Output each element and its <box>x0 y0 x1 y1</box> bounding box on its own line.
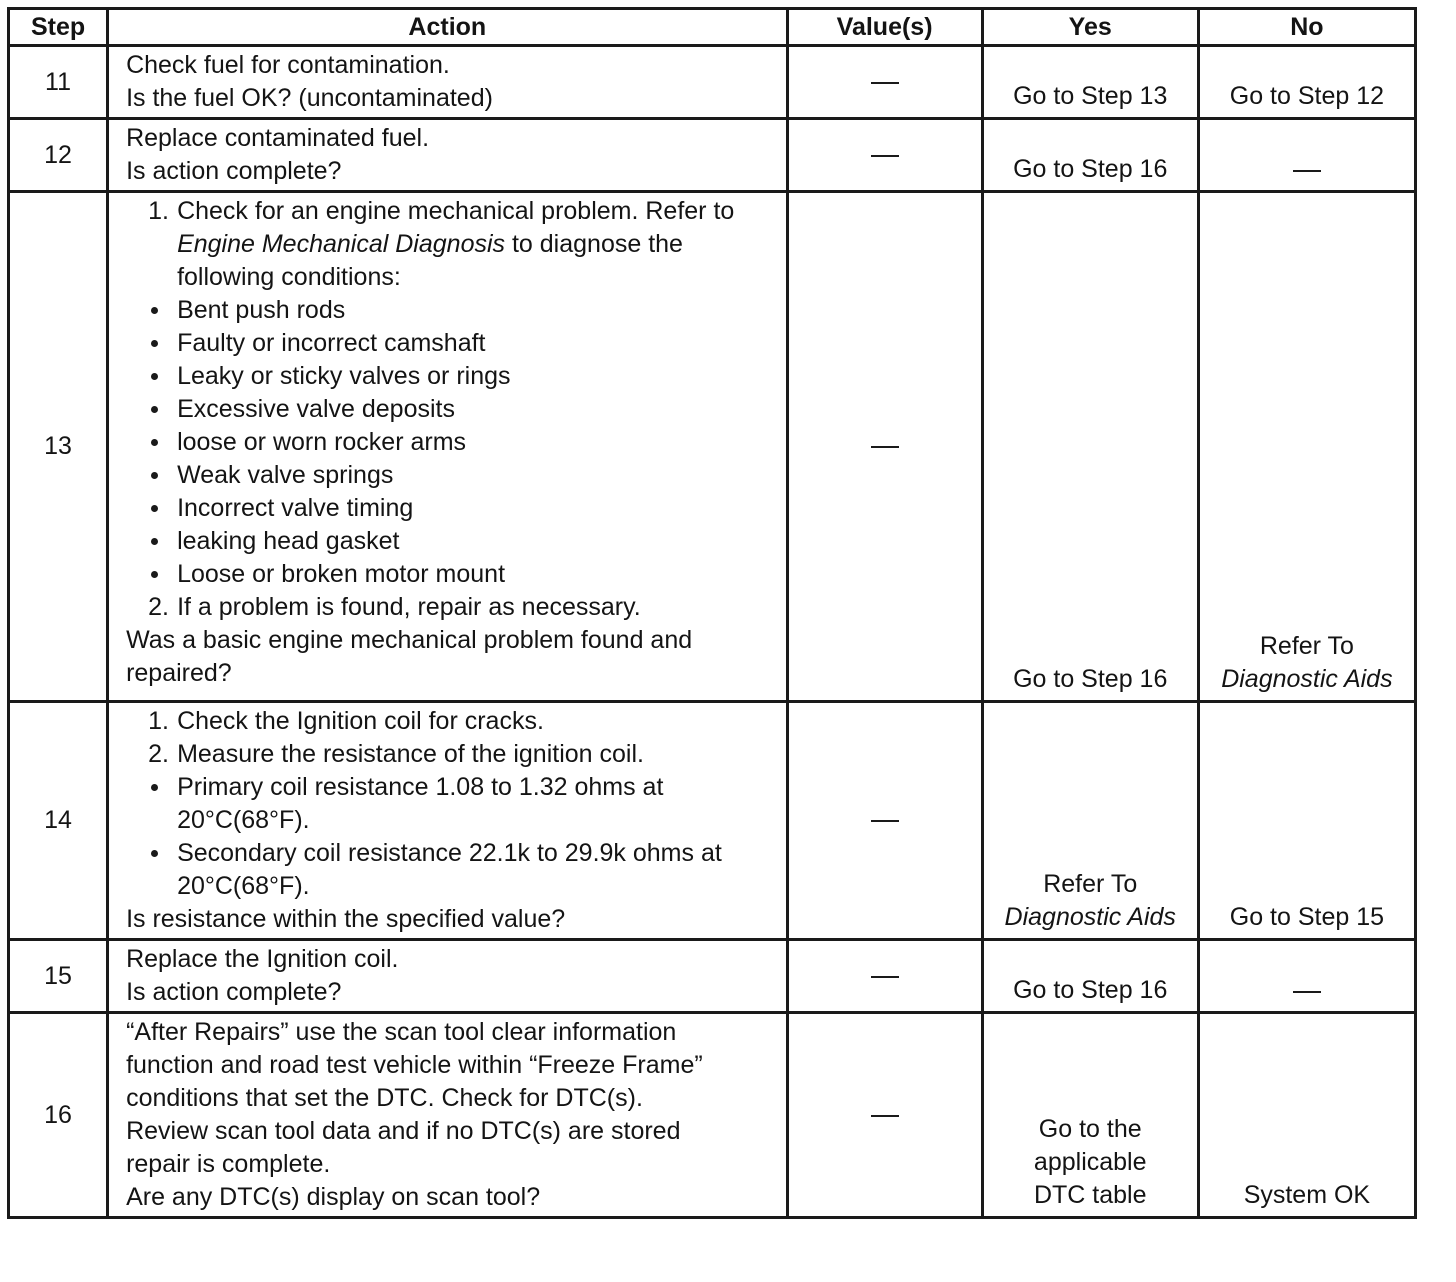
bullet-item <box>126 327 777 360</box>
bullet-item <box>126 771 777 837</box>
dash-mark <box>871 820 899 822</box>
bullet-icon <box>148 327 177 360</box>
action-cell <box>108 119 787 192</box>
bullet-icon <box>148 294 177 327</box>
reference-title: Diagnostic Aids <box>1221 665 1393 693</box>
bullet-text: leaking head gasket <box>177 527 400 555</box>
dash-mark <box>871 1115 899 1117</box>
bullet-item <box>126 294 777 327</box>
no-cell: Go to Step 12 <box>1198 46 1415 119</box>
bullet-icon <box>148 525 177 558</box>
reference-title: Engine Mechanical Diagnosis <box>177 230 506 258</box>
item-text: Measure the resistance of the ignition coil. <box>177 740 644 768</box>
step-number: 14 <box>9 702 108 940</box>
no-cell: Go to Step 15 <box>1198 702 1415 940</box>
reference-title: Diagnostic Aids <box>1004 903 1176 931</box>
bullet-item <box>126 558 777 591</box>
action-line: Review scan tool data and if no DTC(s) are stored <box>126 1117 681 1145</box>
table-row <box>9 940 1416 1013</box>
step-number: 15 <box>9 940 108 1013</box>
header-action: Action <box>108 9 787 46</box>
dash-mark <box>871 976 899 978</box>
action-cell <box>108 46 787 119</box>
table-row <box>9 46 1416 119</box>
action-question: Are any DTC(s) display on scan tool? <box>126 1183 541 1211</box>
action-cell <box>108 702 787 940</box>
bullet-text: Incorrect valve timing <box>177 494 414 522</box>
table-row <box>9 702 1416 940</box>
action-line: Replace the Ignition coil. <box>126 945 399 973</box>
header-no: No <box>1198 9 1415 46</box>
item-number: 1. <box>148 707 169 735</box>
bullet-item <box>126 459 777 492</box>
action-question: Is resistance within the specified value? <box>126 905 566 933</box>
item-number: 2. <box>148 740 169 768</box>
yes-cell: Go to Step 16 <box>982 940 1198 1013</box>
bullet-item <box>126 393 777 426</box>
yes-cell <box>982 1013 1198 1218</box>
value-cell <box>787 702 982 940</box>
dash-mark <box>1293 170 1321 172</box>
item-text: to diagnose the following conditions: <box>177 230 683 291</box>
bullet-item <box>126 525 777 558</box>
action-line: Replace contaminated fuel. <box>126 124 430 152</box>
dash-mark <box>1293 991 1321 993</box>
item-number: 2. <box>148 593 169 621</box>
yes-cell: Go to Step 13 <box>982 46 1198 119</box>
dash-mark <box>871 446 899 448</box>
bullet-text: Bent push rods <box>177 296 346 324</box>
bullet-icon <box>148 426 177 459</box>
bullet-text: Primary coil resistance 1.08 to 1.32 ohms at 20°C(68°F). <box>177 773 664 834</box>
numbered-item <box>126 591 777 624</box>
action-cell <box>108 940 787 1013</box>
step-number: 13 <box>9 192 108 702</box>
action-line: repair is complete. <box>126 1150 331 1178</box>
yes-line: DTC table <box>1033 1181 1147 1209</box>
no-cell <box>1198 192 1415 702</box>
action-cell <box>108 192 787 702</box>
action-question: Is action complete? <box>126 157 342 185</box>
refer-label: Refer To <box>1043 870 1138 898</box>
bullet-text: Loose or broken motor mount <box>177 560 506 588</box>
header-step: Step <box>9 9 108 46</box>
refer-label: Refer To <box>1259 632 1354 660</box>
action-line: function and road test vehicle within “Freeze Frame” <box>126 1051 703 1079</box>
yes-line: Go to the <box>1038 1115 1142 1143</box>
bullet-text: Excessive valve deposits <box>177 395 455 423</box>
no-cell: System OK <box>1198 1013 1415 1218</box>
no-cell <box>1198 119 1415 192</box>
bullet-text: Faulty or incorrect camshaft <box>177 329 486 357</box>
dash-mark <box>871 155 899 157</box>
header-yes: Yes <box>982 9 1198 46</box>
diagnostic-table <box>7 7 1417 1219</box>
action-line: conditions that set the DTC. Check for DTC(s). <box>126 1084 643 1112</box>
action-line: Check fuel for contamination. <box>126 51 450 79</box>
action-question: Was a basic engine mechanical problem found and repaired? <box>126 626 693 687</box>
item-text: Check the Ignition coil for cracks. <box>177 707 544 735</box>
no-cell <box>1198 940 1415 1013</box>
bullet-icon <box>148 459 177 492</box>
value-cell <box>787 192 982 702</box>
step-number: 16 <box>9 1013 108 1218</box>
bullet-icon <box>148 558 177 591</box>
bullet-icon <box>148 771 177 837</box>
bullet-item <box>126 492 777 525</box>
value-cell <box>787 940 982 1013</box>
yes-cell <box>982 702 1198 940</box>
yes-line: applicable <box>1033 1148 1147 1176</box>
header-row <box>9 9 1416 46</box>
action-line: “After Repairs” use the scan tool clear information <box>126 1018 677 1046</box>
bullet-item <box>126 837 777 903</box>
numbered-item <box>126 195 777 294</box>
bullet-icon <box>148 492 177 525</box>
value-cell <box>787 46 982 119</box>
bullet-item <box>126 360 777 393</box>
action-cell <box>108 1013 787 1218</box>
value-cell <box>787 1013 982 1218</box>
item-number: 1. <box>148 197 169 225</box>
numbered-item <box>126 738 777 771</box>
bullet-text: Leaky or sticky valves or rings <box>177 362 511 390</box>
bullet-text: Weak valve springs <box>177 461 394 489</box>
bullet-text: Secondary coil resistance 22.1k to 29.9k ohms at 20°C(68°F). <box>177 839 722 900</box>
yes-cell: Go to Step 16 <box>982 119 1198 192</box>
bullet-item <box>126 426 777 459</box>
action-question: Is action complete? <box>126 978 342 1006</box>
bullet-text: loose or worn rocker arms <box>177 428 467 456</box>
step-number: 12 <box>9 119 108 192</box>
value-cell <box>787 119 982 192</box>
item-text: Check for an engine mechanical problem. Refer to <box>177 197 735 225</box>
table-row <box>9 119 1416 192</box>
item-text: If a problem is found, repair as necessary. <box>177 593 641 621</box>
numbered-item <box>126 705 777 738</box>
table-row <box>9 192 1416 702</box>
step-number: 11 <box>9 46 108 119</box>
bullet-icon <box>148 837 177 903</box>
bullet-icon <box>148 360 177 393</box>
action-question: Is the fuel OK? (uncontaminated) <box>126 84 493 112</box>
bullet-icon <box>148 393 177 426</box>
table-row <box>9 1013 1416 1218</box>
dash-mark <box>871 82 899 84</box>
yes-cell: Go to Step 16 <box>982 192 1198 702</box>
header-values: Value(s) <box>787 9 982 46</box>
